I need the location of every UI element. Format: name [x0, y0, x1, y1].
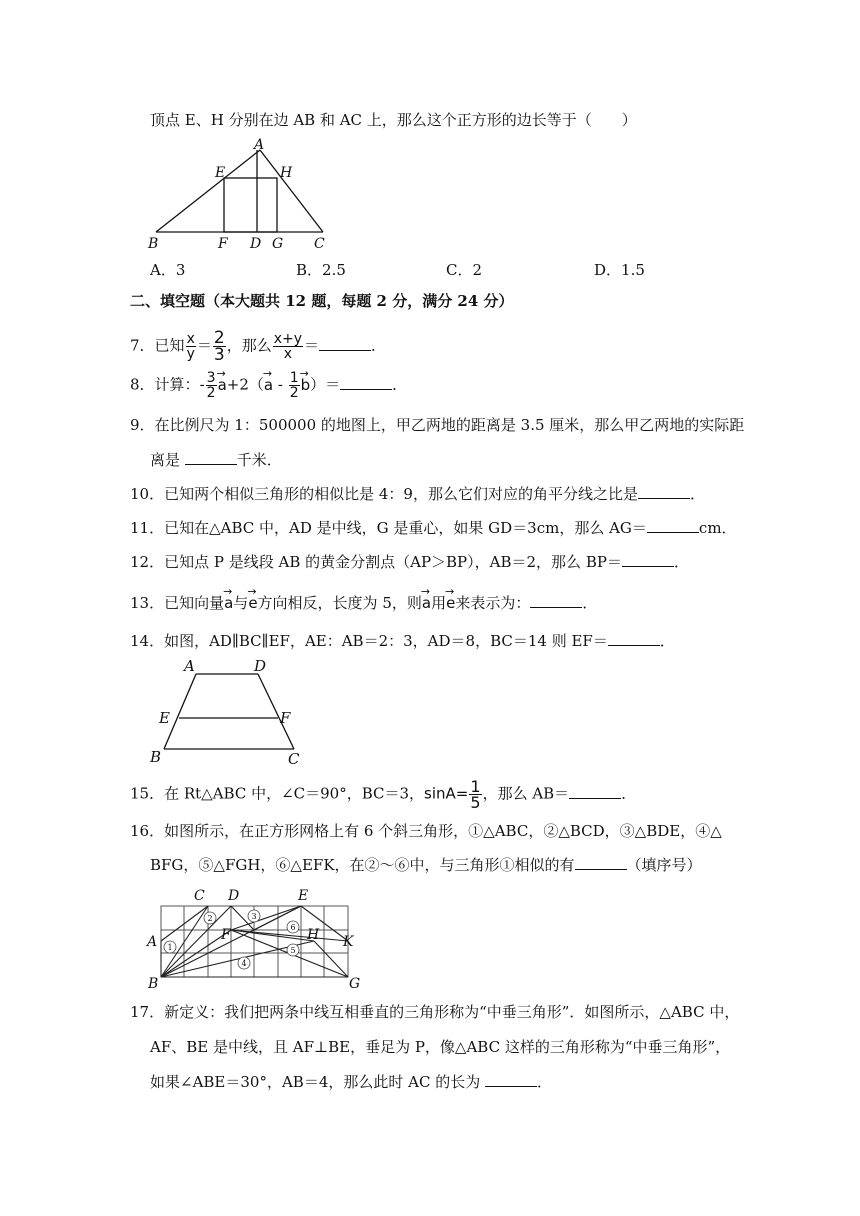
q6-option-d: D．1.5: [594, 261, 645, 279]
question-14: [130, 630, 675, 652]
q7-frac1: $\frac{x}{y}$: [186, 331, 195, 362]
q16-circle-1: 1: [167, 943, 173, 952]
q8-frac1: $\frac{3}{2}$: [206, 370, 216, 401]
q6-label-G: G: [272, 236, 284, 252]
q14-label-D: D: [254, 657, 267, 675]
q13-text5: 来表示为：: [455, 594, 531, 612]
q8-vector-b: → b: [301, 374, 311, 396]
q8-vector-a: → a: [218, 374, 227, 396]
q7-text1: 已知: [154, 336, 185, 355]
q13-blank: [530, 593, 582, 608]
q11-blank: [647, 518, 699, 533]
question-7: [130, 330, 386, 363]
q7-eq: ＝: [196, 336, 212, 355]
q16-grid-figure: [140, 884, 370, 992]
q13-vector-a: → a: [224, 592, 233, 614]
q16-label-G: G: [349, 976, 361, 992]
q17-blank: [485, 1072, 537, 1087]
q15-frac: $\frac{1}{5}$: [470, 777, 481, 812]
q6-label-A: A: [254, 137, 265, 153]
q6-figure: [140, 136, 340, 254]
q6-option-a: A．3: [150, 261, 186, 279]
q16-circle-2: 2: [207, 914, 213, 923]
q8-end: ．: [392, 375, 408, 394]
q16-line1: 16．如图所示，在正方形网格上有 6 个斜三角形，①△ABC，②△BCD，③△BDE，④△: [130, 822, 722, 840]
q16-circle-6: 6: [290, 923, 296, 932]
q8-frac2: $\frac{1}{2}$: [289, 370, 299, 401]
q16-circle-4: 4: [241, 959, 247, 968]
q17-line2: AF、BE 是中线，且 AF⊥BE，垂足为 P，像△ABC 这样的三角形称为“中垂三角形”，: [150, 1038, 731, 1056]
q16-label-C: C: [194, 888, 205, 904]
question-15: [130, 779, 636, 810]
q6-label-C: C: [314, 236, 325, 252]
q16-label-A: A: [147, 934, 158, 950]
q14-figure: [150, 656, 310, 768]
question-10: [130, 483, 705, 505]
q7-end: ．: [371, 336, 387, 355]
q7-frac3: $\frac{x+y}{x}$: [273, 331, 303, 362]
q17-line3: [150, 1071, 552, 1093]
q13-end: ．: [582, 594, 598, 612]
question-11: [130, 517, 737, 539]
q8-text1: 计算：: [154, 375, 200, 394]
q14-text: 14．如图，AD∥BC∥EF，AE：AB＝2：3，AD＝8，BC＝14 则 EF＝: [130, 632, 608, 650]
q15-sin: sinA=: [424, 784, 469, 803]
q8-vector-a2: → a: [264, 374, 273, 396]
q6-label-E: E: [215, 165, 226, 181]
q17-end: ．: [537, 1073, 553, 1091]
q9-text-b: 千米．: [236, 451, 282, 469]
q16-line2: [150, 854, 702, 876]
q16-text-a: BFG，⑤△FGH，⑥△EFK，在②～⑥中，与三角形①相似的有: [150, 856, 575, 874]
q7-blank: [319, 336, 371, 351]
q15-end: ．: [621, 784, 637, 803]
q9-blank: [185, 450, 237, 465]
q16-text-b: （填序号）: [626, 856, 702, 874]
q7-text3: ＝: [304, 336, 320, 355]
q10-end: ．: [689, 485, 705, 503]
q13-text4: 用: [431, 594, 447, 612]
q14-label-F: F: [280, 709, 291, 727]
q12-end: ．: [673, 553, 689, 571]
q17-text-a: 如果∠ABE＝30°，AB＝4，那么此时 AC 的长为: [150, 1073, 481, 1091]
q16-label-D: D: [228, 888, 240, 904]
q11-text: 11．已知在△ABC 中，AD 是中线，G 是重心，如果 GD＝3cm，那么 AG＝: [130, 519, 647, 537]
q6-option-c: C．2: [446, 261, 483, 279]
q10-text: 10．已知两个相似三角形的相似比是 4：9，那么它们对应的角平分线之比是: [130, 485, 638, 503]
q16-label-H: H: [307, 927, 320, 943]
q15-text1: 15．在 Rt△ABC 中，∠C＝90°，BC＝3，: [130, 784, 425, 803]
q14-label-E: E: [159, 709, 170, 727]
q14-label-C: C: [288, 750, 300, 768]
q8-num: 8．: [130, 375, 155, 394]
question-13: [130, 592, 597, 614]
q6-label-B: B: [148, 236, 159, 252]
section-heading: 二、填空题（本大题共 12 题，每题 2 分，满分 24 分）: [130, 292, 514, 310]
q13-vector-a2: → a: [422, 592, 431, 614]
q15-text2: ，那么 AB＝: [482, 784, 570, 803]
q11-end: cm．: [698, 519, 737, 537]
q7-num: 7．: [130, 336, 155, 355]
q16-circle-5: 5: [290, 946, 296, 955]
q9-line1: 9．在比例尺为 1：500000 的地图上，甲乙两地的距离是 3.5 厘米，那么甲乙两地的实际距: [130, 416, 745, 434]
q16-label-F: F: [221, 927, 231, 943]
q14-end: ．: [659, 632, 675, 650]
q14-blank: [608, 631, 660, 646]
q17-line1: 17．新定义：我们把两条中线互相垂直的三角形称为“中垂三角形”．如图所示，△ABC 中，: [130, 1003, 740, 1021]
q13-vector-e: → e: [248, 592, 257, 614]
q8-minus-sign: -: [199, 375, 205, 394]
q8-text3: +2（: [226, 375, 264, 394]
q6-option-b: B．2.5: [296, 261, 346, 279]
q6-label-D: D: [250, 236, 262, 252]
q15-blank: [569, 784, 621, 799]
q9-text-a: 离是: [150, 451, 181, 469]
q10-blank: [638, 484, 690, 499]
q12-blank: [622, 552, 674, 567]
q16-circle-3: 3: [251, 912, 257, 921]
q13-text2: 与: [233, 594, 249, 612]
q6-text: 顶点 E、H 分别在边 AB 和 AC 上，那么这个正方形的边长等于（ ）: [150, 111, 637, 129]
q8-text4: ）＝: [310, 375, 341, 394]
q14-label-B: B: [150, 748, 162, 766]
q12-text: 12．已知点 P 是线段 AB 的黄金分割点（AP＞BP），AB＝2，那么 BP＝: [130, 553, 622, 571]
q14-label-A: A: [184, 657, 195, 675]
q16-label-K: K: [343, 934, 354, 950]
q13-vector-e2: → e: [446, 592, 455, 614]
q9-line2: [150, 449, 282, 471]
question-8: [130, 371, 407, 400]
q16-label-E: E: [298, 888, 309, 904]
q16-label-B: B: [148, 976, 159, 992]
q7-frac2: $\frac{2}{3}$: [213, 328, 225, 365]
q6-label-F: F: [218, 236, 228, 252]
q13-text3: 方向相反，长度为 5，则: [257, 594, 422, 612]
q8-blank: [340, 375, 392, 390]
question-12: [130, 551, 689, 573]
q7-text2: ，那么: [226, 336, 272, 355]
q13-text1: 13．已知向量: [130, 594, 225, 612]
q16-blank: [575, 855, 627, 870]
q8-minus: -: [273, 375, 288, 394]
q6-label-H: H: [280, 165, 293, 181]
